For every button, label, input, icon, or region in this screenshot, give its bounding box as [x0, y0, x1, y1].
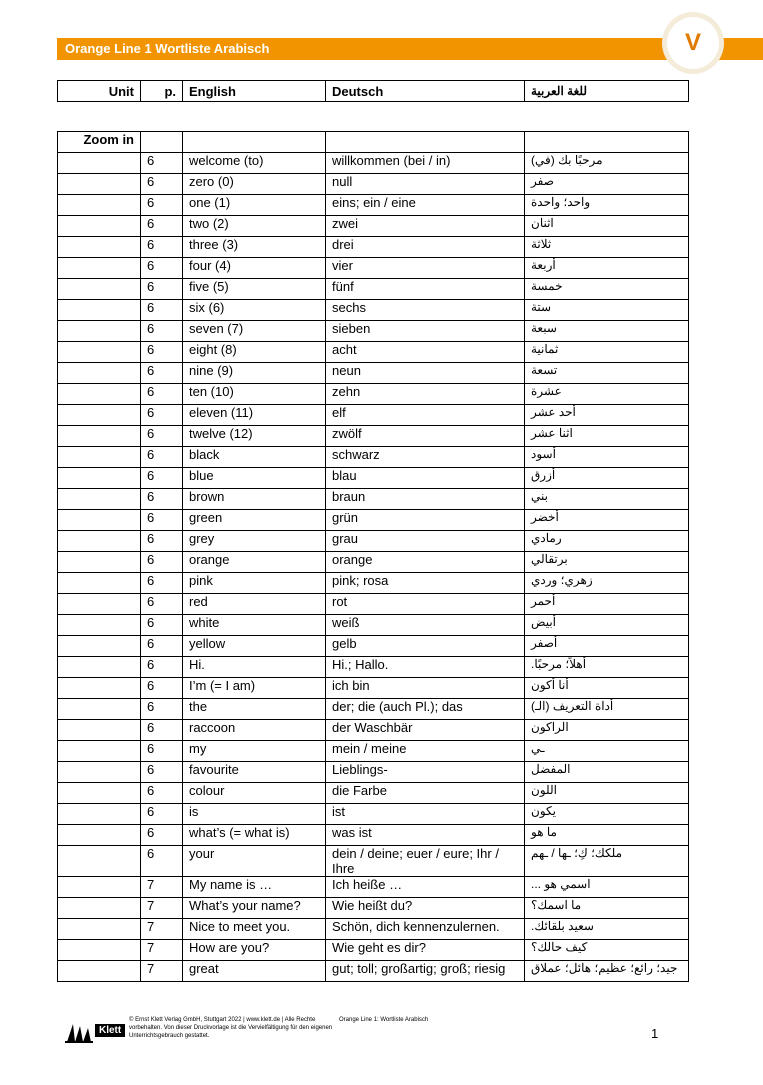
unit-cell	[58, 573, 141, 594]
page-cell: 6	[141, 573, 183, 594]
deutsch-cell: ich bin	[326, 678, 525, 699]
arabic-cell: الراكون	[525, 720, 689, 741]
deutsch-cell: Hi.; Hallo.	[326, 657, 525, 678]
deutsch-cell: dein / deine; euer / eure; Ihr / Ihre	[326, 846, 525, 877]
arabic-cell: رمادي	[525, 531, 689, 552]
table-row	[58, 384, 689, 405]
english-cell: ten (10)	[183, 384, 326, 405]
deutsch-cell: sieben	[326, 321, 525, 342]
arabic-cell: ـي	[525, 741, 689, 762]
deutsch-cell: eins; ein / eine	[326, 195, 525, 216]
page-cell: 6	[141, 804, 183, 825]
empty-cell	[183, 132, 326, 153]
table-row	[58, 237, 689, 258]
document-title: Orange Line 1 Wortliste Arabisch	[65, 41, 270, 56]
unit-cell	[58, 216, 141, 237]
table-row	[58, 510, 689, 531]
table-row	[58, 678, 689, 699]
col-english: English	[183, 81, 326, 102]
arabic-cell: أزرق	[525, 468, 689, 489]
page-cell: 6	[141, 678, 183, 699]
unit-cell	[58, 594, 141, 615]
table-row	[58, 279, 689, 300]
english-cell: yellow	[183, 636, 326, 657]
arabic-cell: برتقالي	[525, 552, 689, 573]
english-cell: is	[183, 804, 326, 825]
page-cell: 6	[141, 300, 183, 321]
unit-cell	[58, 510, 141, 531]
english-cell: great	[183, 961, 326, 982]
zoom-label: Zoom in	[58, 132, 141, 153]
deutsch-cell: rot	[326, 594, 525, 615]
page-cell: 6	[141, 342, 183, 363]
page-cell: 6	[141, 468, 183, 489]
unit-cell	[58, 804, 141, 825]
english-cell: I’m (= I am)	[183, 678, 326, 699]
unit-cell	[58, 384, 141, 405]
arabic-cell: ما اسمك؟	[525, 898, 689, 919]
page-cell: 6	[141, 594, 183, 615]
page-cell: 6	[141, 195, 183, 216]
unit-cell	[58, 741, 141, 762]
english-cell: twelve (12)	[183, 426, 326, 447]
page-cell: 6	[141, 825, 183, 846]
col-arabic: للغة العربية	[525, 81, 689, 102]
unit-cell	[58, 468, 141, 489]
english-cell: favourite	[183, 762, 326, 783]
table-row	[58, 877, 689, 898]
page-cell: 6	[141, 531, 183, 552]
english-cell: white	[183, 615, 326, 636]
english-cell: What’s your name?	[183, 898, 326, 919]
arabic-cell: أنا أكون	[525, 678, 689, 699]
arabic-cell: تسعة	[525, 363, 689, 384]
klett-tree-icon	[65, 1020, 93, 1044]
unit-cell	[58, 846, 141, 877]
arabic-cell: زهري؛ وردي	[525, 573, 689, 594]
unit-cell	[58, 783, 141, 804]
arabic-cell: كيف حالك؟	[525, 940, 689, 961]
header-bar	[57, 38, 763, 60]
deutsch-cell: zwölf	[326, 426, 525, 447]
english-cell: My name is …	[183, 877, 326, 898]
english-cell: grey	[183, 531, 326, 552]
deutsch-cell: elf	[326, 405, 525, 426]
arabic-cell: واحد؛ واحدة	[525, 195, 689, 216]
english-cell: one (1)	[183, 195, 326, 216]
page-cell: 7	[141, 898, 183, 919]
deutsch-cell: was ist	[326, 825, 525, 846]
arabic-cell: خمسة	[525, 279, 689, 300]
english-cell: orange	[183, 552, 326, 573]
table-row	[58, 825, 689, 846]
klett-logo	[65, 1020, 125, 1044]
klett-wordmark: Klett	[95, 1024, 125, 1037]
col-deutsch: Deutsch	[326, 81, 525, 102]
arabic-cell: اثنا عشر	[525, 426, 689, 447]
page-cell: 6	[141, 363, 183, 384]
table-row	[58, 216, 689, 237]
english-cell: two (2)	[183, 216, 326, 237]
copyright-text: © Ernst Klett Verlag GmbH, Stuttgart 2022 | www.klett.de | Alle Rechte vorbehalten. Von dieser Druckvorlage ist die Vervielfältigung für den eigenen Unterrichtsgebrauch gestattet.	[129, 1017, 333, 1039]
page-number: 1	[651, 1026, 659, 1041]
deutsch-cell: der; die (auch Pl.); das	[326, 699, 525, 720]
unit-cell	[58, 678, 141, 699]
page-cell: 6	[141, 279, 183, 300]
arabic-cell: اثنان	[525, 216, 689, 237]
page-cell: 6	[141, 615, 183, 636]
unit-cell	[58, 174, 141, 195]
table-row	[58, 615, 689, 636]
arabic-cell: اسمي هو ...	[525, 877, 689, 898]
english-cell: Hi.	[183, 657, 326, 678]
english-cell: six (6)	[183, 300, 326, 321]
deutsch-cell: Ich heiße …	[326, 877, 525, 898]
unit-cell	[58, 489, 141, 510]
table-row	[58, 363, 689, 384]
unit-cell	[58, 321, 141, 342]
unit-cell	[58, 258, 141, 279]
arabic-cell: أبيض	[525, 615, 689, 636]
unit-cell	[58, 940, 141, 961]
deutsch-cell: Lieblings-	[326, 762, 525, 783]
english-cell: black	[183, 447, 326, 468]
table-row	[58, 174, 689, 195]
page-cell: 6	[141, 510, 183, 531]
arabic-cell: يكون	[525, 804, 689, 825]
arabic-cell: أحد عشر	[525, 405, 689, 426]
table-row	[58, 195, 689, 216]
unit-cell	[58, 342, 141, 363]
english-cell: what’s (= what is)	[183, 825, 326, 846]
arabic-cell: ثمانية	[525, 342, 689, 363]
deutsch-cell: grau	[326, 531, 525, 552]
deutsch-cell: willkommen (bei / in)	[326, 153, 525, 174]
deutsch-cell: ist	[326, 804, 525, 825]
unit-cell	[58, 195, 141, 216]
deutsch-cell: mein / meine	[326, 741, 525, 762]
deutsch-cell: zwei	[326, 216, 525, 237]
arabic-cell: مرحبًا بك (في)	[525, 153, 689, 174]
page-cell: 6	[141, 783, 183, 804]
arabic-cell: سعيد بلقائك.	[525, 919, 689, 940]
page-cell: 6	[141, 762, 183, 783]
table-row	[58, 940, 689, 961]
page-cell: 6	[141, 405, 183, 426]
deutsch-cell: braun	[326, 489, 525, 510]
arabic-cell: أخضر	[525, 510, 689, 531]
deutsch-cell: schwarz	[326, 447, 525, 468]
english-cell: green	[183, 510, 326, 531]
table-row	[58, 531, 689, 552]
arabic-cell: ستة	[525, 300, 689, 321]
deutsch-cell: drei	[326, 237, 525, 258]
unit-cell	[58, 279, 141, 300]
deutsch-cell: Wie geht es dir?	[326, 940, 525, 961]
table-row	[58, 426, 689, 447]
page-cell: 6	[141, 258, 183, 279]
unit-cell	[58, 615, 141, 636]
page-cell: 6	[141, 153, 183, 174]
page-cell: 6	[141, 552, 183, 573]
deutsch-cell: die Farbe	[326, 783, 525, 804]
arabic-cell: ثلاثة	[525, 237, 689, 258]
arabic-cell: عشرة	[525, 384, 689, 405]
english-cell: pink	[183, 573, 326, 594]
arabic-cell: أهلاً؛ مرحبًا.	[525, 657, 689, 678]
page-cell: 6	[141, 636, 183, 657]
deutsch-cell: gut; toll; großartig; groß; riesig	[326, 961, 525, 982]
page-cell: 6	[141, 216, 183, 237]
page-cell: 6	[141, 426, 183, 447]
english-cell: raccoon	[183, 720, 326, 741]
page-cell: 6	[141, 489, 183, 510]
arabic-cell: أصفر	[525, 636, 689, 657]
deutsch-cell: Schön, dich kennenzulernen.	[326, 919, 525, 940]
word-list-table	[57, 131, 689, 982]
deutsch-cell: weiß	[326, 615, 525, 636]
unit-cell	[58, 552, 141, 573]
unit-cell	[58, 657, 141, 678]
page-cell: 6	[141, 741, 183, 762]
english-cell: eleven (11)	[183, 405, 326, 426]
arabic-cell: سبعة	[525, 321, 689, 342]
table-row	[58, 447, 689, 468]
unit-cell	[58, 898, 141, 919]
deutsch-cell: blau	[326, 468, 525, 489]
arabic-cell: جيد؛ رائع؛ عظيم؛ هائل؛ عملاق	[525, 961, 689, 982]
table-row	[58, 342, 689, 363]
page-cell: 6	[141, 447, 183, 468]
english-cell: four (4)	[183, 258, 326, 279]
unit-cell	[58, 363, 141, 384]
unit-cell	[58, 636, 141, 657]
arabic-cell: المفضل	[525, 762, 689, 783]
deutsch-cell: null	[326, 174, 525, 195]
arabic-cell: ما هو	[525, 825, 689, 846]
english-cell: welcome (to)	[183, 153, 326, 174]
page-cell: 7	[141, 919, 183, 940]
english-cell: blue	[183, 468, 326, 489]
deutsch-cell: fünf	[326, 279, 525, 300]
arabic-cell: اللون	[525, 783, 689, 804]
table-row	[58, 468, 689, 489]
english-cell: your	[183, 846, 326, 877]
table-row	[58, 762, 689, 783]
arabic-cell: أسود	[525, 447, 689, 468]
table-row	[58, 258, 689, 279]
deutsch-cell: zehn	[326, 384, 525, 405]
deutsch-cell: neun	[326, 363, 525, 384]
deutsch-cell: der Waschbär	[326, 720, 525, 741]
arabic-cell: أربعة	[525, 258, 689, 279]
english-cell: colour	[183, 783, 326, 804]
english-cell: nine (9)	[183, 363, 326, 384]
table-row	[58, 898, 689, 919]
unit-cell	[58, 426, 141, 447]
unit-cell	[58, 300, 141, 321]
table-row	[58, 594, 689, 615]
table-row	[58, 741, 689, 762]
deutsch-cell: vier	[326, 258, 525, 279]
table-row	[58, 961, 689, 982]
page-cell: 6	[141, 174, 183, 195]
unit-cell	[58, 762, 141, 783]
col-page: p.	[141, 81, 183, 102]
page-cell: 6	[141, 720, 183, 741]
page-cell: 7	[141, 877, 183, 898]
table-row	[58, 657, 689, 678]
arabic-cell: بني	[525, 489, 689, 510]
unit-cell	[58, 877, 141, 898]
unit-cell	[58, 699, 141, 720]
english-cell: the	[183, 699, 326, 720]
unit-cell	[58, 447, 141, 468]
table-row	[58, 699, 689, 720]
page-cell: 6	[141, 846, 183, 877]
deutsch-cell: Wie heißt du?	[326, 898, 525, 919]
table-row	[58, 919, 689, 940]
english-cell: five (5)	[183, 279, 326, 300]
english-cell: brown	[183, 489, 326, 510]
page-footer	[57, 1014, 688, 1054]
table-row	[58, 846, 689, 877]
level-badge-letter: V	[667, 17, 719, 69]
table-row	[58, 300, 689, 321]
empty-cell	[525, 132, 689, 153]
arabic-cell: أداة التعريف (الـ)	[525, 699, 689, 720]
english-cell: red	[183, 594, 326, 615]
table-row	[58, 573, 689, 594]
col-unit: Unit	[58, 81, 141, 102]
table-row	[58, 405, 689, 426]
arabic-cell: أحمر	[525, 594, 689, 615]
page-cell: 6	[141, 699, 183, 720]
table-row	[58, 783, 689, 804]
page-cell: 7	[141, 940, 183, 961]
page-cell: 7	[141, 961, 183, 982]
table-row	[58, 636, 689, 657]
unit-cell	[58, 720, 141, 741]
english-cell: eight (8)	[183, 342, 326, 363]
english-cell: three (3)	[183, 237, 326, 258]
empty-cell	[326, 132, 525, 153]
page-cell: 6	[141, 321, 183, 342]
deutsch-cell: orange	[326, 552, 525, 573]
unit-cell	[58, 153, 141, 174]
page-cell: 6	[141, 384, 183, 405]
english-cell: How are you?	[183, 940, 326, 961]
empty-cell	[141, 132, 183, 153]
unit-cell	[58, 237, 141, 258]
unit-cell	[58, 919, 141, 940]
table-row	[58, 489, 689, 510]
page-cell: 6	[141, 657, 183, 678]
table-row	[58, 321, 689, 342]
deutsch-cell: sechs	[326, 300, 525, 321]
deutsch-cell: gelb	[326, 636, 525, 657]
english-cell: zero (0)	[183, 174, 326, 195]
arabic-cell: ملكك؛ كِ؛ ـها / ـهم	[525, 846, 689, 877]
deutsch-cell: pink; rosa	[326, 573, 525, 594]
deutsch-cell: acht	[326, 342, 525, 363]
table-row	[58, 804, 689, 825]
unit-cell	[58, 961, 141, 982]
deutsch-cell: grün	[326, 510, 525, 531]
english-cell: Nice to meet you.	[183, 919, 326, 940]
level-badge	[662, 12, 724, 74]
unit-cell	[58, 405, 141, 426]
document-reference: Orange Line 1: Wortliste Arabisch	[339, 1017, 429, 1023]
table-row	[58, 720, 689, 741]
english-cell: my	[183, 741, 326, 762]
english-cell: seven (7)	[183, 321, 326, 342]
arabic-cell: صفر	[525, 174, 689, 195]
table-row	[58, 552, 689, 573]
page-cell: 6	[141, 237, 183, 258]
unit-cell	[58, 825, 141, 846]
table-row	[58, 153, 689, 174]
unit-cell	[58, 531, 141, 552]
column-header-table	[57, 80, 689, 102]
